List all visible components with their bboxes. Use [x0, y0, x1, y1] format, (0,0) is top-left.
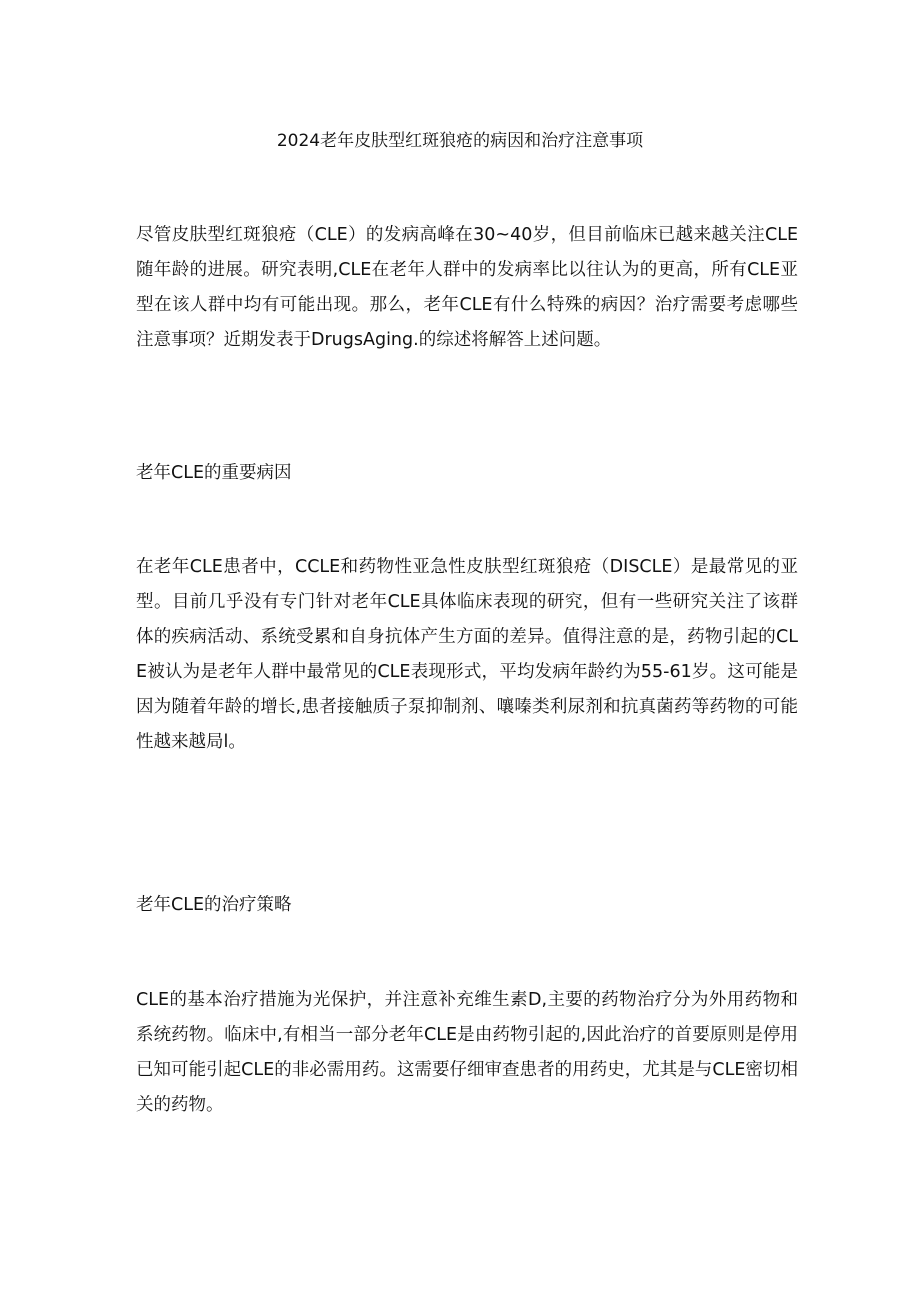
section-heading-causes: 老年CLE的重要病因	[136, 463, 292, 483]
section-heading-treatment: 老年CLE的治疗策略	[136, 895, 292, 915]
treatment-paragraph: CLE的基本治疗措施为光保护，并注意补充维生素D,主要的药物治疗分为外用药物和系统药物。临床中,有相当一部分老年CLE是由药物引起的,因此治疗的首要原则是停用已知可能引起CLE的非必需用药。这需要仔细审查患者的用药史，尤其是与CLE密切相关的药物。	[136, 990, 798, 1115]
causes-paragraph: 在老年CLE患者中，CCLE和药物性亚急性皮肤型红斑狼疮（DISCLE）是最常见的亚型。目前几乎没有专门针对老年CLE具体临床表现的研究，但有一些研究关注了该群体的疾病活动、系统受累和自身抗体产生方面的差异。值得注意的是，药物引起的CLE被认为是老年人群中最常见的CLE表现形式，平均发病年龄约为55-61岁。这可能是因为随着年龄的增长,患者接触质子泵抑制剂、嚷嗪类利尿剂和抗真菌药等药物的可能性越来越局l。	[136, 557, 798, 752]
intro-paragraph: 尽管皮肤型红斑狼疮（CLE）的发病高峰在30~40岁，但目前临床已越来越关注CLE随年龄的进展。研究表明,CLE在老年人群中的发病率比以往认为的更高，所有CLE亚型在该人群中均有可能出现。那么，老年CLE有什么特殊的病因？治疗需要考虑哪些注意事项？近期发表于DrugsAging.的综述将解答上述问题。	[136, 225, 798, 350]
document-title: 2024老年皮肤型红斑狼疮的病因和治疗注意事项	[276, 131, 644, 151]
